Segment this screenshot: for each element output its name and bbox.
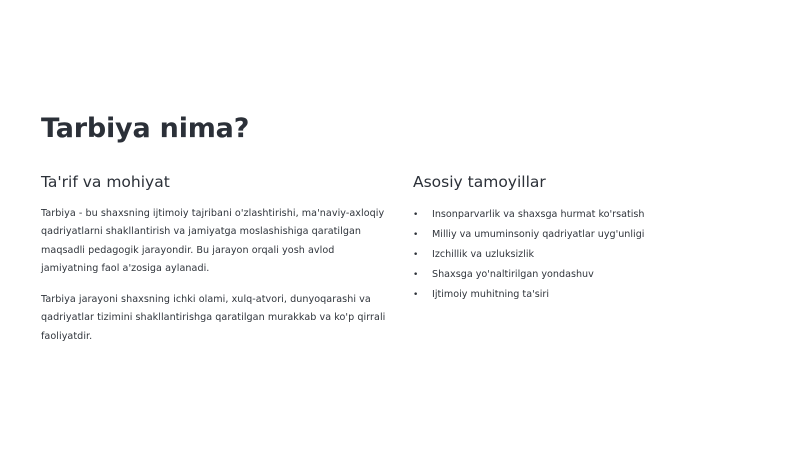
definition-paragraph-1: Tarbiya - bu shaxsning ijtimoiy tajribani o'zlashtirishi, ma'naviy-axloqiy qadriyatlarni shakllantirish va jamiyatga moslashishiga qaratilgan maqsadli pedagogik jarayondir. Bu jarayon orqali yosh avlod jamiyatning faol a'zosiga aylanadi. <box>41 208 385 274</box>
bullet-icon: • <box>413 250 419 260</box>
principle-text: Milliy va umuminsoniy qadriyatlar uyg'unligi <box>432 229 645 240</box>
slide-title: Tarbiya nima? <box>41 113 250 144</box>
principle-text: Shaxsga yo'naltirilgan yondashuv <box>432 269 594 280</box>
principle-item <box>413 265 763 285</box>
definition-heading: Ta'rif va mohiyat <box>41 173 170 191</box>
principle-item <box>413 205 763 225</box>
principle-item <box>413 245 763 265</box>
principles-section <box>413 173 763 305</box>
definition-section <box>41 173 391 359</box>
principles-heading: Asosiy tamoyillar <box>413 173 546 191</box>
principle-item <box>413 225 763 245</box>
bullet-icon: • <box>413 230 419 240</box>
principles-list <box>413 205 763 305</box>
bullet-icon: • <box>413 270 419 280</box>
principle-text: Insonparvarlik va shaxsga hurmat ko'rsatish <box>432 209 645 220</box>
bullet-icon: • <box>413 290 419 300</box>
definition-paragraph-2: Tarbiya jarayoni shaxsning ichki olami, xulq-atvori, dunyoqarashi va qadriyatlar tizimini shakllantirishga qaratilgan murakkab va ko'p qirrali faoliyatdir. <box>41 294 386 342</box>
principle-item <box>413 285 763 305</box>
principle-text: Izchillik va uzluksizlik <box>432 249 535 260</box>
principle-text: Ijtimoiy muhitning ta'siri <box>432 289 549 300</box>
bullet-icon: • <box>413 210 419 220</box>
